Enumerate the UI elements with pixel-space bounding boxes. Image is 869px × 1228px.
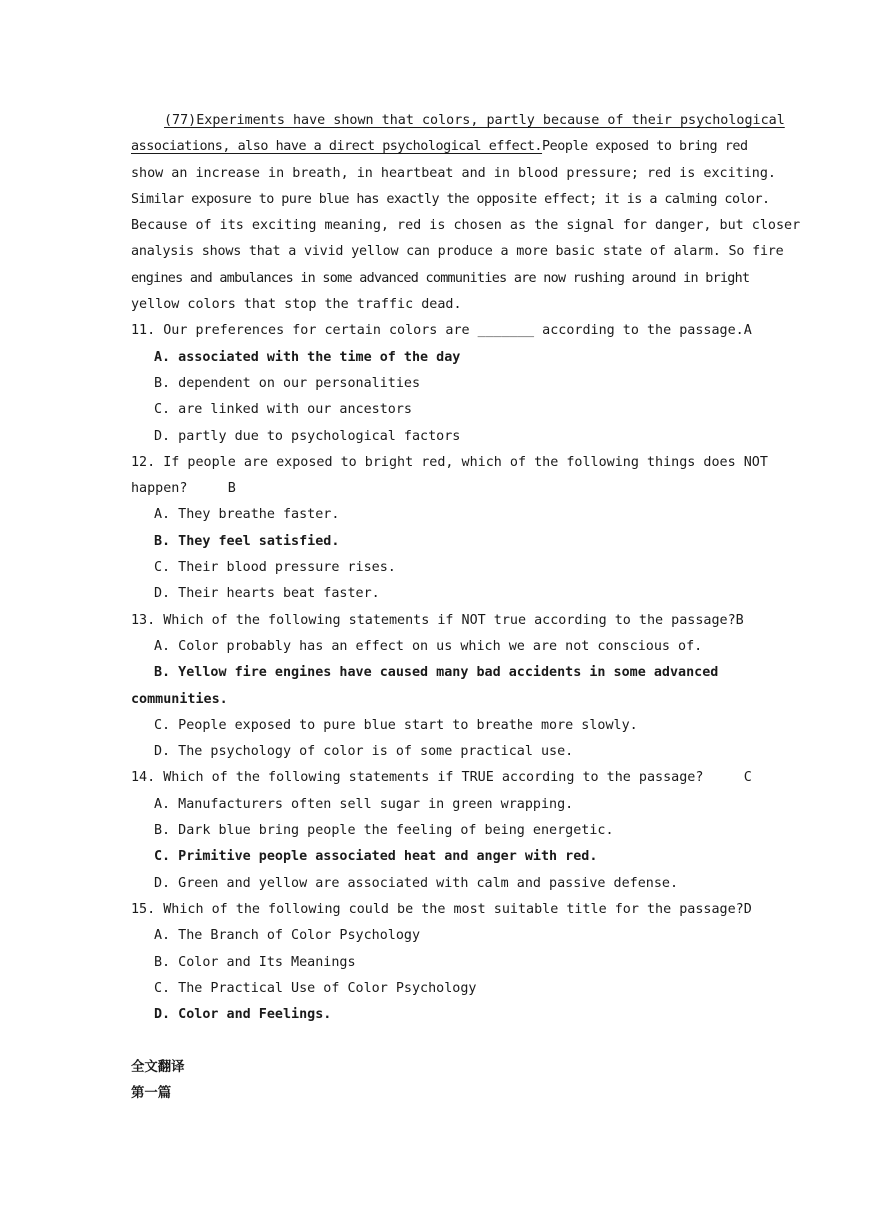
option-a: A. Manufacturers often sell sugar in green wrapping. (154, 796, 574, 812)
question-14 (131, 765, 752, 896)
answer-key: C (743, 770, 752, 786)
passage-line: show an increase in breath, in heartbeat and in blood pressure; red is exciting. (131, 165, 776, 181)
option-c: C. The Practical Use of Color Psychology (154, 980, 477, 996)
translation-subheading: 第一篇 (131, 1085, 172, 1101)
passage-line: analysis shows that a vivid yellow can produce a more basic state of alarm. So fire (131, 244, 784, 260)
passage-line: (77)Experiments have shown that colors, partly because of their psychological (164, 113, 785, 128)
passage-line: yellow colors that stop the traffic dead. (131, 297, 462, 313)
question-11 (131, 318, 752, 449)
translation-heading: 全文翻译 (131, 1059, 185, 1075)
option-a: A. They breathe faster. (154, 507, 340, 523)
option-c: C. are linked with our ancestors (154, 402, 412, 418)
option-b: B. Yellow fire engines have caused many bad accidents in some advanced (154, 665, 719, 681)
question-13 (131, 608, 744, 766)
option-c: C. People exposed to pure blue start to breathe more slowly. (154, 717, 638, 733)
question-stem: 12. If people are exposed to bright red, which of the following things does NOT (131, 454, 768, 470)
passage-line: engines and ambulances in some advanced communities are now rushing around in bright (131, 270, 750, 286)
spacer (131, 1028, 737, 1054)
question-stem: 14. Which of the following statements if TRUE according to the passage? C (131, 770, 752, 786)
option-d: D. partly due to psychological factors (154, 428, 461, 444)
option-c: C. Primitive people associated heat and anger with red. (154, 849, 598, 865)
question-stem: 13. Which of the following statements if NOT true according to the passage? B (131, 608, 737, 634)
option-a: A. associated with the time of the day (154, 349, 461, 365)
option-b: B. They feel satisfied. (154, 533, 340, 549)
option-d: D. Their hearts beat faster. (154, 586, 380, 602)
option-c: C. Their blood pressure rises. (154, 560, 396, 576)
option-a: A. Color probably has an effect on us which we are not conscious of. (154, 638, 703, 654)
question-stem-cont: happen? B (131, 481, 236, 497)
option-b-cont: communities. (131, 691, 228, 707)
question-12 (131, 450, 768, 608)
option-b: B. Color and Its Meanings (154, 954, 356, 970)
option-d: D. The psychology of color is of some practical use. (154, 744, 574, 760)
option-d: D. Color and Feelings. (154, 1007, 332, 1023)
question-stem: 11. Our preferences for certain colors are _______ according to the passage. A (131, 318, 737, 344)
answer-key: A (743, 323, 752, 339)
passage-line: Similar exposure to pure blue has exactly the opposite effect; it is a calming color. (131, 191, 770, 207)
passage-line: Because of its exciting meaning, red is chosen as the signal for danger, but closer (131, 218, 801, 234)
answer-key: B (227, 481, 236, 497)
option-b: B. dependent on our personalities (154, 375, 421, 391)
option-b: B. Dark blue bring people the feeling of being energetic. (154, 823, 614, 839)
passage (131, 108, 801, 318)
answer-key: D (743, 901, 752, 917)
document-page (131, 108, 801, 1107)
passage-line: associations, also have a direct psychological effect.People exposed to bring red (131, 139, 748, 155)
question-stem: 15. Which of the following could be the most suitable title for the passage? D (131, 897, 737, 923)
answer-key: B (735, 612, 744, 628)
option-d: D. Green and yellow are associated with calm and passive defense. (154, 875, 679, 891)
question-15 (131, 897, 752, 1028)
option-a: A. The Branch of Color Psychology (154, 928, 421, 944)
